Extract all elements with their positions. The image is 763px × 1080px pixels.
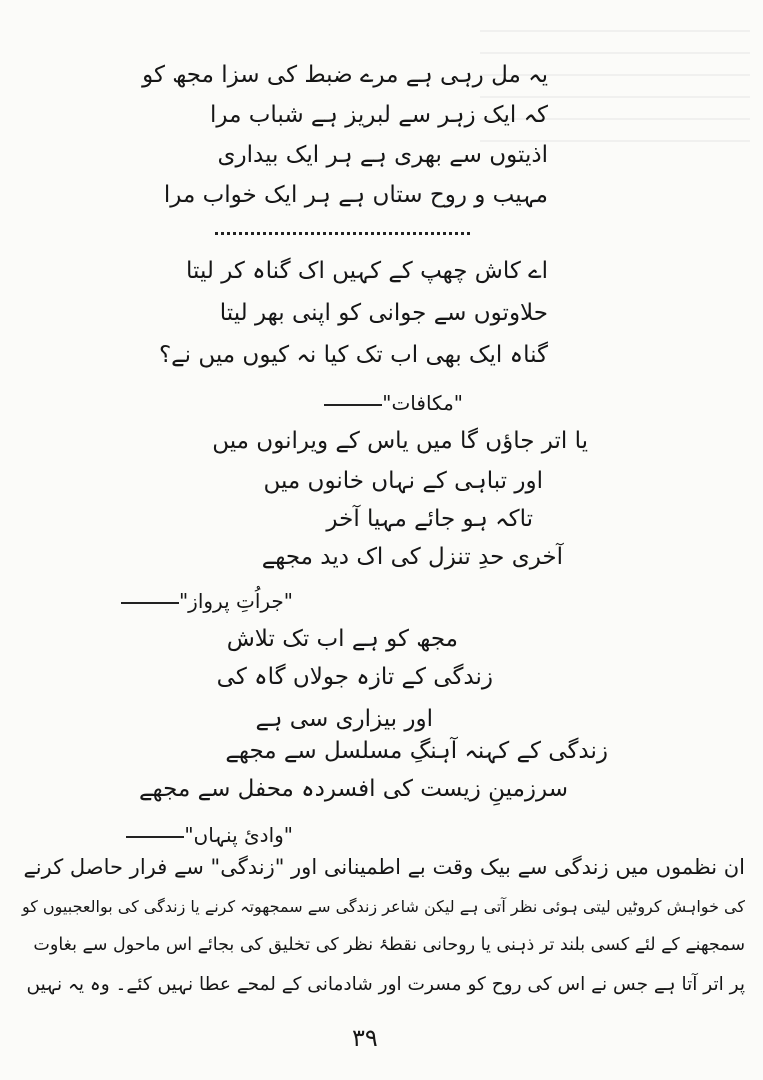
prose-line-3: سمجھنے کے لئے کسی بلند تر ذہنی یا روحانی نقطۂ نظر کی تخلیق کی بجائے اس ماحول سے بغاوت: [33, 935, 745, 955]
poem4-line-5: سرزمینِ زیست کی افسردہ محفل سے مجھے: [139, 776, 568, 802]
poem4-line-1: مجھ کو ہے اب تک تلاش: [226, 626, 458, 652]
title-dash: [324, 404, 382, 406]
poem4-line-2: زندگی کے تازہ جولاں گاہ کی: [216, 664, 493, 690]
poem1-line-3: اذیتوں سے بھری ہے ہر ایک بیداری: [217, 142, 548, 168]
poem4-line-4: زندگی کے کہنہ آہنگِ مسلسل سے مجھے: [225, 738, 608, 764]
prose-line-1: ان نظموں میں زندگی سے بیک وقت بے اطمینانی اور "زندگی" سے فرار حاصل کرنے: [23, 855, 745, 879]
poem2-line-2: حلاوتوں سے جوانی کو اپنی بھر لیتا: [219, 300, 548, 326]
title-dash: [121, 602, 179, 604]
poem2-line-1: اے کاش چھپ کے کہیں اک گناہ کر لیتا: [186, 258, 548, 284]
section-divider: [215, 232, 470, 239]
page-number: ۳۹: [352, 1024, 378, 1052]
title-dash: [126, 836, 184, 838]
prose-line-2: کی خواہش کروٹیں لیتی ہوئی نظر آتی ہے لیکن شاعر زندگی سے سمجھوتہ کرنے یا زندگی کی بوالعجبیوں کو: [21, 897, 745, 916]
poem-title-1: "مکافات": [318, 386, 463, 420]
poem2-line-3: گناہ ایک بھی اب تک کیا نہ کیوں میں نے؟: [158, 342, 548, 368]
poem4-line-3: اور بیزاری سی ہے: [255, 706, 433, 732]
poem-title-2: "جراُتِ پرواز": [115, 584, 293, 618]
poem1-line-1: یہ مل رہی ہے مرے ضبط کی سزا مجھ کو: [142, 62, 548, 88]
poem-title-3: "وادیٔ پنہاں": [120, 818, 293, 852]
poem1-line-2: کہ ایک زہر سے لبریز ہے شباب مرا: [210, 102, 548, 128]
poem3-line-2: اور تباہی کے نہاں خانوں میں: [263, 468, 543, 494]
poem3-line-3: تاکہ ہو جائے مہیا آخر: [326, 506, 533, 532]
prose-line-4: پر اتر آتا ہے جس نے اس کی روح کو مسرت اور شادمانی کے لمحے عطا نہیں کئے۔ وہ یہ نہیں: [26, 974, 745, 995]
poem1-line-4: مہیب و روح ستاں ہے ہر ایک خواب مرا: [163, 182, 548, 208]
poem3-line-1: یا اتر جاؤں گا میں یاس کے ویرانوں میں: [212, 428, 588, 454]
poem3-line-4: آخری حدِ تنزل کی اک دید مجھے: [261, 544, 563, 570]
